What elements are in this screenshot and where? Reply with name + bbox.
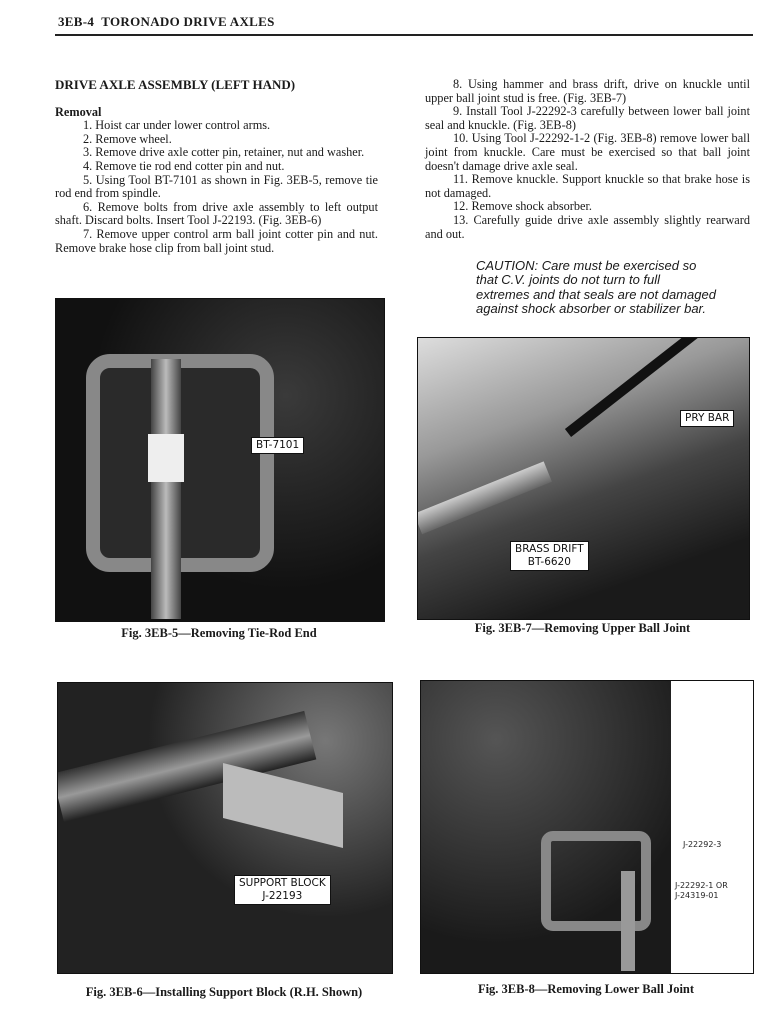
label-support-block-text: SUPPORT BLOCK xyxy=(239,877,326,889)
support-block xyxy=(223,763,343,848)
label-j-24319-01: J-24319-01 xyxy=(675,891,719,900)
page-header xyxy=(58,14,275,30)
step: 1. Hoist car under lower control arms. xyxy=(83,118,271,133)
label-support-block xyxy=(234,875,331,905)
step: 4. Remove tie rod end cotter pin and nut. xyxy=(83,158,285,173)
label-j-22292-1: J-22292-1 OR xyxy=(675,881,728,890)
fig-3eb-8-photo xyxy=(420,680,754,974)
label-brass-drift xyxy=(510,541,589,571)
step: 5. Using Tool BT-7101 as shown in Fig. 3EB-5, remove tie rod end from spindle. xyxy=(55,172,378,201)
fig-3eb-7-photo xyxy=(417,337,750,620)
step: 2. Remove wheel. xyxy=(83,131,172,146)
fig-3eb-8-caption: Fig. 3EB-8—Removing Lower Ball Joint xyxy=(477,982,695,996)
press-screw xyxy=(621,871,635,971)
step: 10. Using Tool J-22292-1-2 (Fig. 3EB-8) remove lower ball joint from knuckle. Care must be exercised so that ball joint doesn't damage drive axle seal. xyxy=(425,131,750,173)
label-bt-7101: BT-7101 xyxy=(251,437,304,454)
right-column xyxy=(425,78,750,241)
label-brass-drift-text: BRASS DRIFT xyxy=(515,543,584,555)
subsection-title: Removal xyxy=(55,104,102,119)
tool-block xyxy=(148,434,184,482)
section-title: DRIVE AXLE ASSEMBLY (LEFT HAND) xyxy=(55,77,296,92)
fig-3eb-6-photo xyxy=(57,682,393,974)
step: 9. Install Tool J-22292-3 carefully between lower ball joint seal and knuckle. (Fig. 3EB-8) xyxy=(425,104,750,132)
step: 8. Using hammer and brass drift, drive on knuckle until upper ball joint stud is free. (Fig. 3EB-7) xyxy=(425,77,750,105)
fig-3eb-7-caption: Fig. 3EB-7—Removing Upper Ball Joint xyxy=(474,621,691,635)
step: 11. Remove knuckle. Support knuckle so that brake hose is not damaged. xyxy=(425,172,750,200)
step: 3. Remove drive axle cotter pin, retainer, nut and washer. xyxy=(83,145,365,160)
step: 12. Remove shock absorber. xyxy=(453,199,592,214)
caution-note: CAUTION: Care must be exercised so that C.V. joints do not turn to full extremes and that seals are not damaged against shock absorber or stabilizer bar. xyxy=(476,258,716,317)
label-j-22193: J-22193 xyxy=(262,890,303,902)
label-bt-6620: BT-6620 xyxy=(527,556,571,568)
label-j-22292-3: J-22292-3 xyxy=(683,840,722,849)
fig-3eb-5-photo xyxy=(55,298,385,622)
header-rule xyxy=(55,34,753,36)
fig-3eb-5-caption: Fig. 3EB-5—Removing Tie-Rod End xyxy=(121,626,317,640)
brass-drift xyxy=(417,461,552,534)
step: 6. Remove bolts from drive axle assembly to left output shaft. Discard bolts. Insert Tool J-22193. (Fig. 3EB-6) xyxy=(55,199,378,228)
label-pry-bar: PRY BAR xyxy=(680,410,734,427)
left-column xyxy=(55,78,378,255)
tool-screw xyxy=(151,359,181,619)
step: 7. Remove upper control arm ball joint cotter pin and nut. Remove brake hose clip from ball joint stud. xyxy=(55,226,378,255)
page-number: 3EB-4 xyxy=(58,14,95,29)
fig-3eb-6-caption: Fig. 3EB-6—Installing Support Block (R.H. Shown) xyxy=(85,985,363,999)
step: 13. Carefully guide drive axle assembly slightly rearward and out. xyxy=(425,212,750,241)
chapter-title: TORONADO DRIVE AXLES xyxy=(101,14,275,29)
